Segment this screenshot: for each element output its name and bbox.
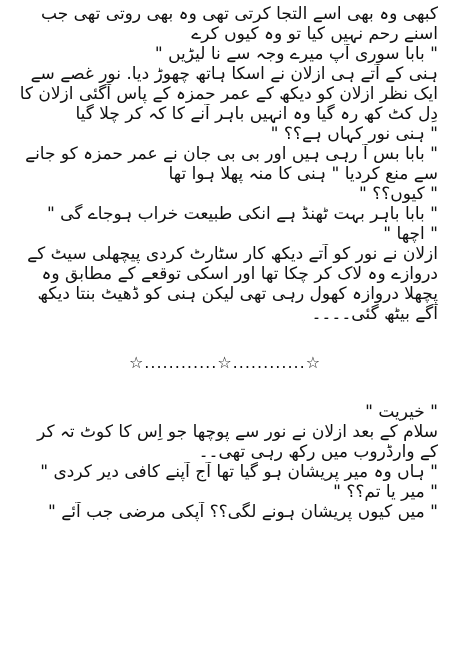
text-line: " بابا سوری آپ میرے وجہ سے نا لیڑیں " [154,44,438,64]
text-line: کبھی وہ بھی اسے التجا کرتی تھی وہ بھی روتی تھی جب [41,4,438,24]
text-line: ایک نظر ازلان کو دیکھ کے عمر حمزہ کے پاس آگئی ازلان کا [19,84,438,104]
text-line: " کیوں؟؟ " [359,184,438,204]
text-line: " ہنی نور کہاں ہے؟؟ " [270,124,438,144]
text-line: پچھلا دروازہ کھول رہی تھی لیکن ہنی کو ڈھیٹ بنتا دیکھ [37,284,438,304]
text-line: سے منع کردیا " ہنی کا منہ پھلا ہوا تھا [168,164,438,184]
spacer [12,324,438,352]
text-line: اسنے رحم نہیں کیا تو وہ کیوں کرے [191,24,438,44]
text-line: " میر یا تم؟؟ " [333,482,438,502]
text-line: " ہاں وہ میر پریشان ہو گیا تھا آج آپنے کافی دیر کردی " [40,462,438,482]
text-line: دِل کٹ کھ رہ گیا وہ انہیں باہر آنے کا کہ کر چلا گیا [75,104,438,124]
text-line: دروازے وہ لاک کر چکا تھا اور اسکی توقعے کے مطابق وہ [41,264,438,284]
paragraph-block-2 [12,402,438,522]
text-line: سلام کے بعد ازلان نے نور سے پوچھا جو اِس کا کوٹ تہ کر [37,422,438,442]
text-line: ہنی کے آتے ہی ازلان نے اسکا ہاتھ چھوڑ دیا. نور غصے سے [30,64,438,84]
text-line: ازلان نے نور کو آتے دیکھ کار سٹارٹ کردی پیچھلی سیٹ کے [27,244,438,264]
paragraph-block-1 [12,4,438,324]
text-line: " بابا باہر بہت ٹھنڈ ہے انکی طبیعت خراب ہوجاے گی " [46,204,438,224]
text-line: کے وارڈروب میں رکھ رہی تھی۔۔ [198,442,438,462]
text-line: " خیریت " [365,402,438,422]
scene-divider: ☆............☆............☆ [128,353,322,372]
text-line: " اچھا " [383,224,438,244]
text-line: آگے بیٹھ گئی۔۔۔۔ [311,304,438,324]
text-line: " میں کیوں پریشان ہونے لگی؟؟ آپکی مرضی جب آئے " [48,502,438,522]
spacer [12,374,438,402]
text-line: " بابا بس آ رہی ہیں اور بی بی جان نے عمر حمزہ کو جانے [25,144,438,164]
